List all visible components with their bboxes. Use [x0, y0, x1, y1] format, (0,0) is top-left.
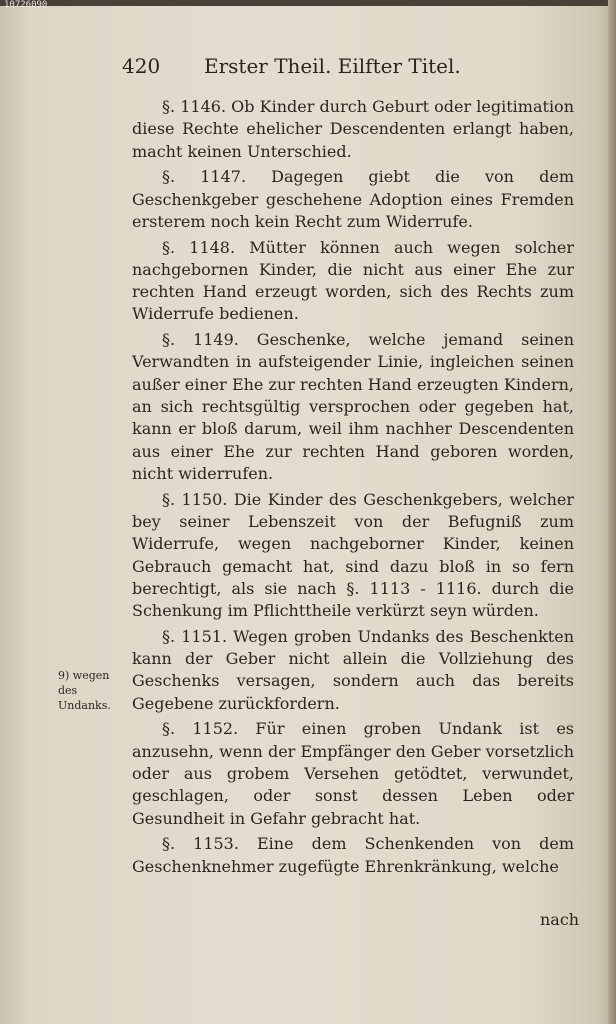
body-text [132, 96, 574, 881]
paragraph-1151: §. 1151. Wegen groben Undanks des Beschenkten kann der Geber nicht allein die Vollziehung des Geschenks versagen, sondern auch das bereits Gegebene zurückfordern. [132, 626, 574, 713]
paragraph-1147: §. 1147. Dagegen giebt die von dem Geschenkgeber geschehene Adoption eines Fremden ersterem noch kein Recht zum Widerrufe. [132, 167, 574, 231]
paragraph-1153: §. 1153. Eine dem Schenkenden von dem Geschenknehmer zugefügte Ehrenkränkung, welche [132, 834, 574, 876]
catchword: nach [540, 910, 580, 929]
paragraph-1149: §. 1149. Geschenke, welche jemand seinen Verwandten in aufsteigender Linie, ingleichen seinen außer einer Ehe zur rechten Hand erzeugten Kindern, an sich rechtsgültig versprochen oder gegeben hat, kann er bloß darum, weil ihm nachher Descendenten aus einer Ehe zur rechten Hand geboren worden, nicht widerrufen. [132, 330, 574, 483]
paragraph-1150: §. 1150. Die Kinder des Geschenkgebers, welcher bey seiner Lebenszeit von der Befugniß zum Widerrufe, wegen nachgeborner Kinder, keinen Gebrauch gemacht hat, sind dazu bloß in so fern berechtigt, als sie nach §. 1113 - 1116. durch die Schenkung im Pflichttheile verkürzt seyn würden. [132, 489, 574, 621]
running-title: Erster Theil. Eilfter Titel. [204, 54, 461, 78]
scan-id-label: 10726090 [4, 0, 48, 10]
paragraph-1148: §. 1148. Mütter können auch wegen solcher nachgebornen Kinder, die nicht aus einer Ehe zur rechten Hand erzeugt worden, sich des Rechts zum Widerrufe bedienen. [132, 237, 574, 324]
margin-note: 9) wegen des Undanks. [58, 669, 111, 712]
paragraph-1152: §. 1152. Für einen groben Undank ist es anzusehn, wenn der Empfänger den Geber vorsetzlich oder aus grobem Versehen getödtet, verwundet, geschlagen, oder sonst dessen Leben oder Gesundheit in Gefahr gebracht hat. [132, 719, 574, 828]
page-top-edge [0, 0, 616, 6]
page-number: 420 [122, 54, 161, 78]
page-right-edge [608, 0, 616, 1024]
paragraph-1146: §. 1146. Ob Kinder durch Geburt oder legitimation diese Rechte ehelicher Descendenten erlangt haben, macht keinen Unterschied. [132, 97, 574, 161]
